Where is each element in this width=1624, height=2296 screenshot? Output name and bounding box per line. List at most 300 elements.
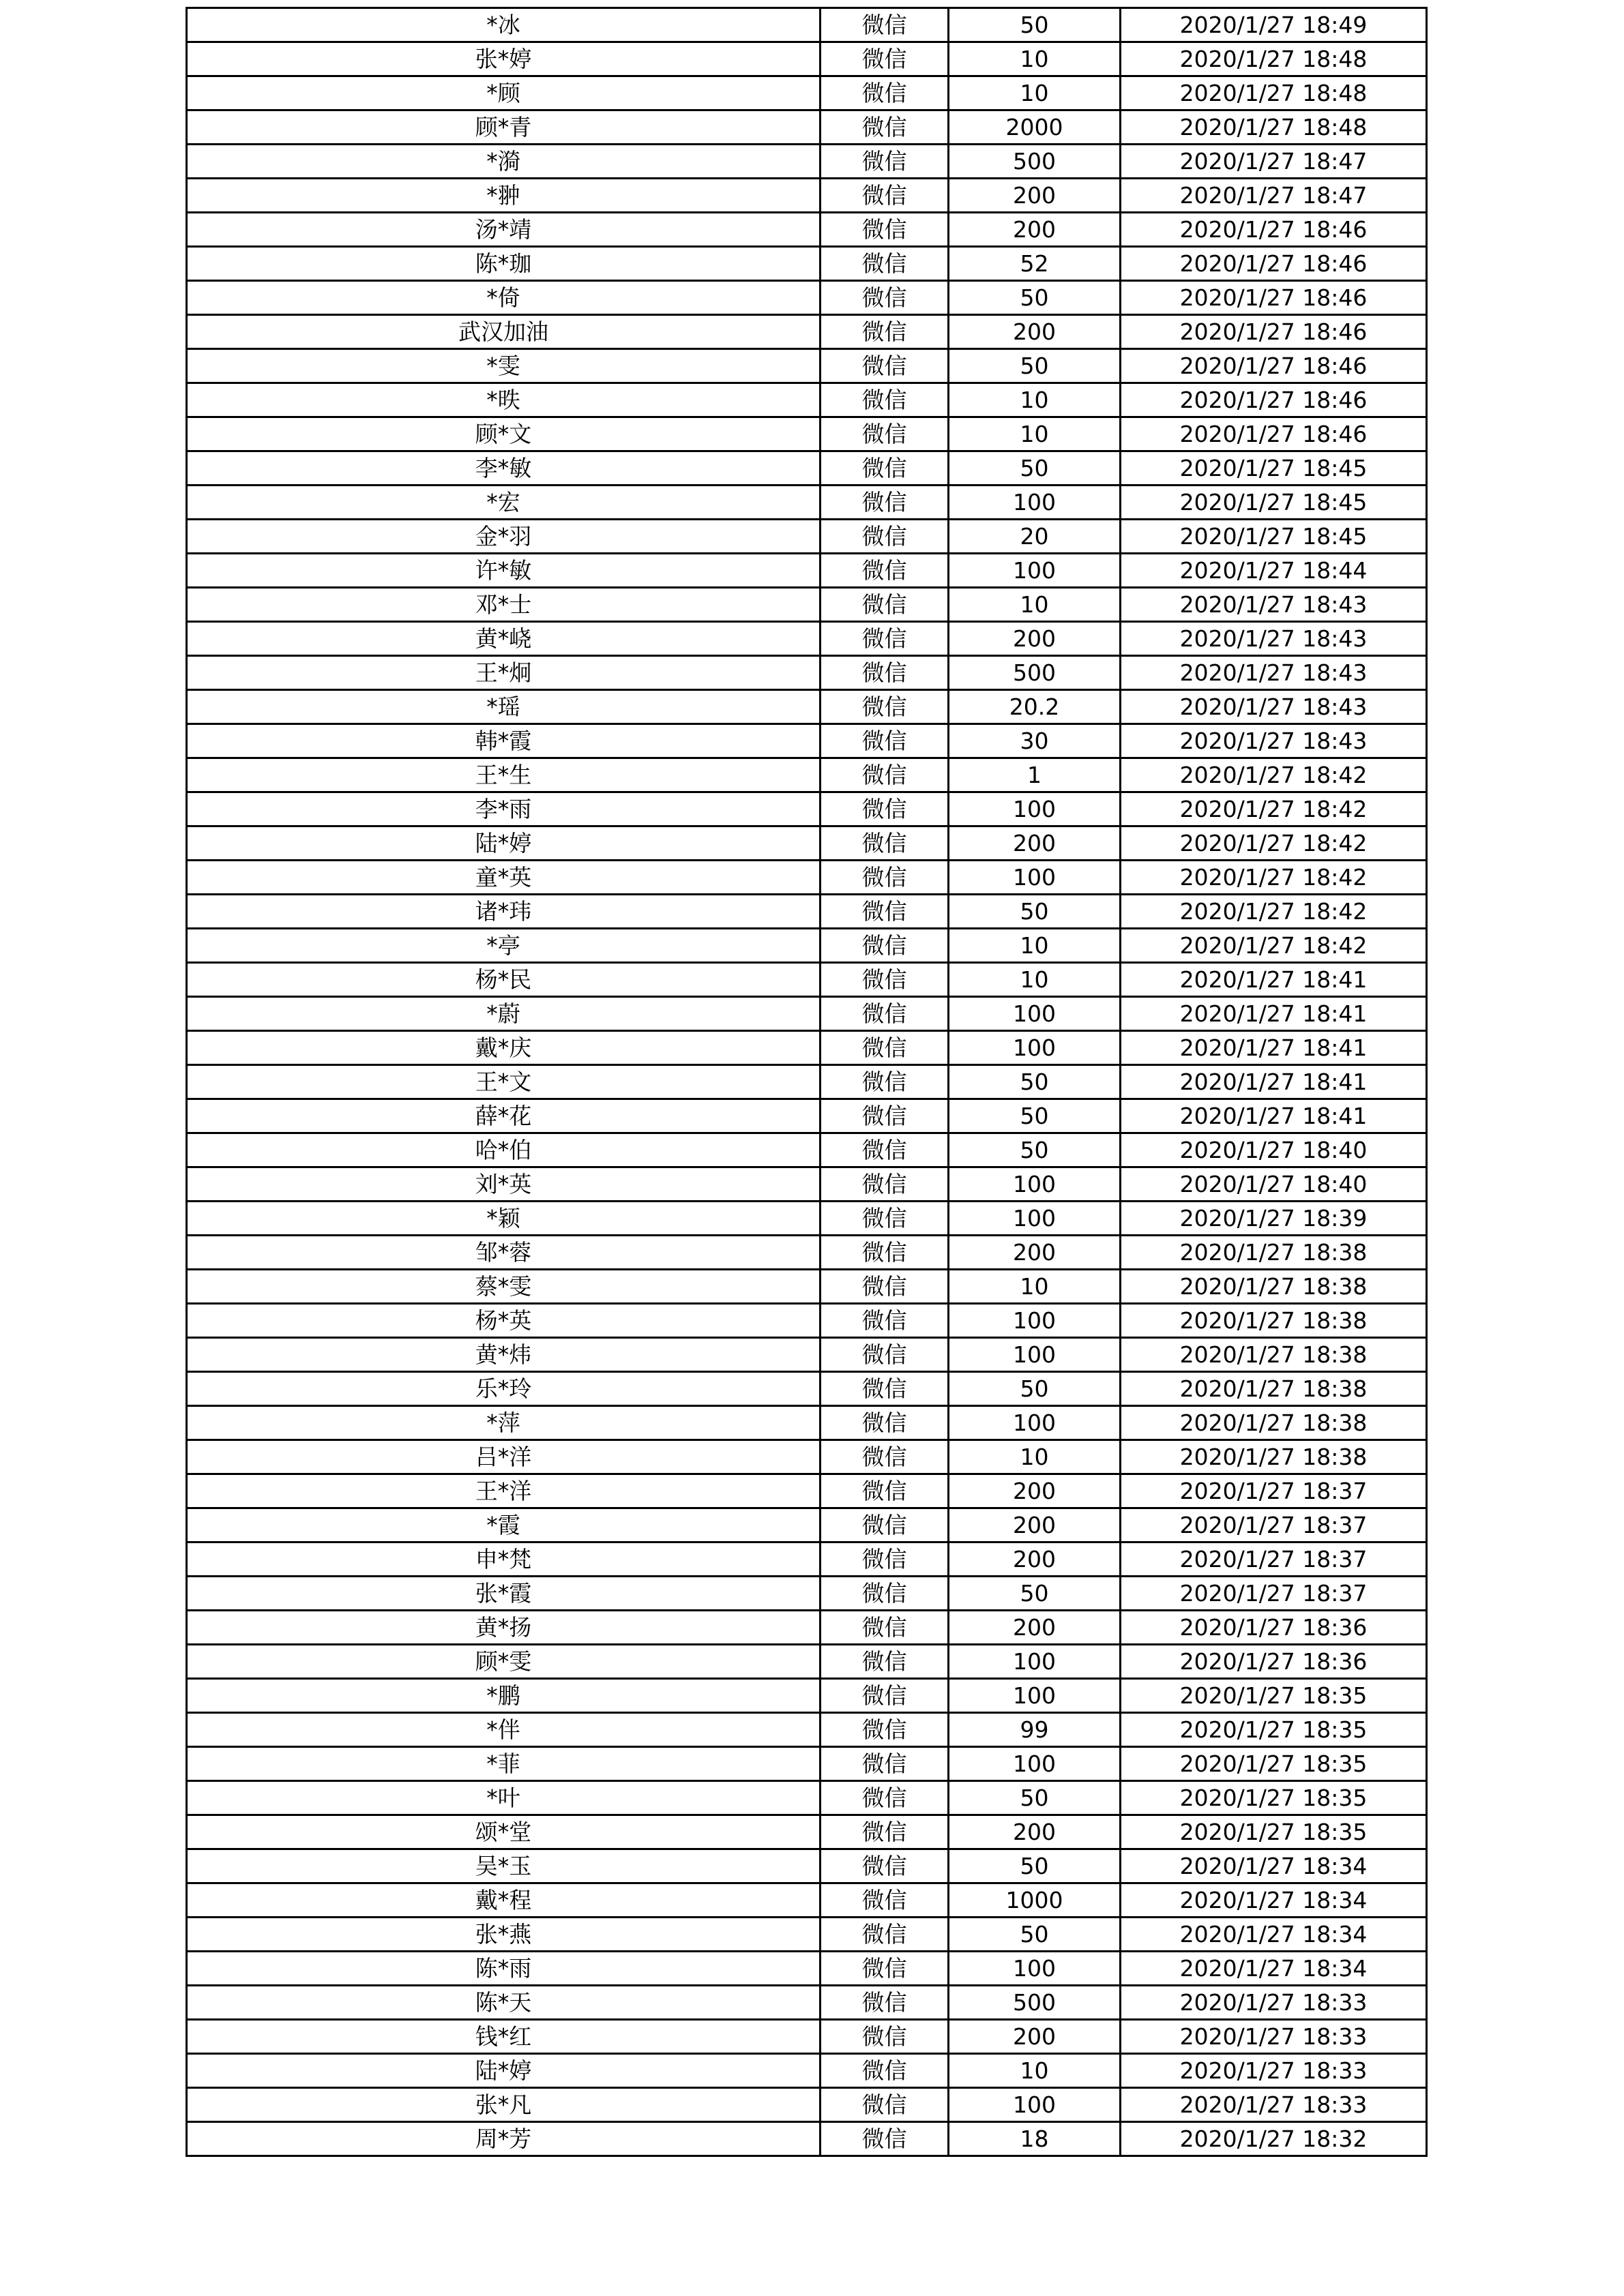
donor-name-cell: 邹*蓉 bbox=[187, 1236, 821, 1270]
payment-channel-cell: 微信 bbox=[821, 1849, 949, 1883]
table-row bbox=[187, 1304, 1427, 1338]
donation-amount-cell: 200 bbox=[949, 1611, 1121, 1645]
payment-channel-cell: 微信 bbox=[821, 861, 949, 895]
donation-time-cell: 2020/1/27 18:46 bbox=[1121, 281, 1427, 315]
donation-amount-cell: 50 bbox=[949, 1065, 1121, 1099]
table-row bbox=[187, 349, 1427, 383]
donation-amount-cell: 50 bbox=[949, 1372, 1121, 1406]
payment-channel-cell: 微信 bbox=[821, 1031, 949, 1065]
donation-time-cell: 2020/1/27 18:45 bbox=[1121, 451, 1427, 486]
donation-table bbox=[186, 7, 1428, 2157]
donation-time-cell: 2020/1/27 18:37 bbox=[1121, 1474, 1427, 1508]
payment-channel-cell: 微信 bbox=[821, 451, 949, 486]
donation-amount-cell: 10 bbox=[949, 1270, 1121, 1304]
payment-channel-cell: 微信 bbox=[821, 1815, 949, 1849]
payment-channel-cell: 微信 bbox=[821, 349, 949, 383]
payment-channel-cell: 微信 bbox=[821, 1304, 949, 1338]
table-row bbox=[187, 997, 1427, 1031]
donation-time-cell: 2020/1/27 18:34 bbox=[1121, 1918, 1427, 1952]
table-row bbox=[187, 1611, 1427, 1645]
table-row bbox=[187, 792, 1427, 826]
donation-amount-cell: 10 bbox=[949, 76, 1121, 110]
donation-time-cell: 2020/1/27 18:49 bbox=[1121, 8, 1427, 42]
donor-name-cell: 韩*霞 bbox=[187, 724, 821, 758]
donation-amount-cell: 100 bbox=[949, 1645, 1121, 1679]
donation-time-cell: 2020/1/27 18:48 bbox=[1121, 76, 1427, 110]
donation-time-cell: 2020/1/27 18:33 bbox=[1121, 1986, 1427, 2020]
donation-amount-cell: 100 bbox=[949, 1304, 1121, 1338]
donor-name-cell: 陈*珈 bbox=[187, 247, 821, 281]
table-row bbox=[187, 1338, 1427, 1372]
table-row bbox=[187, 1577, 1427, 1611]
payment-channel-cell: 微信 bbox=[821, 1167, 949, 1202]
donation-time-cell: 2020/1/27 18:41 bbox=[1121, 1065, 1427, 1099]
donor-name-cell: 吴*玉 bbox=[187, 1849, 821, 1883]
donor-name-cell: 武汉加油 bbox=[187, 315, 821, 349]
donation-amount-cell: 99 bbox=[949, 1713, 1121, 1747]
donation-time-cell: 2020/1/27 18:33 bbox=[1121, 2020, 1427, 2054]
table-row bbox=[187, 1270, 1427, 1304]
donor-name-cell: *叶 bbox=[187, 1781, 821, 1815]
donation-time-cell: 2020/1/27 18:34 bbox=[1121, 1849, 1427, 1883]
donation-amount-cell: 10 bbox=[949, 417, 1121, 451]
donation-time-cell: 2020/1/27 18:37 bbox=[1121, 1577, 1427, 1611]
donation-amount-cell: 100 bbox=[949, 1952, 1121, 1986]
donation-time-cell: 2020/1/27 18:35 bbox=[1121, 1713, 1427, 1747]
donation-amount-cell: 100 bbox=[949, 792, 1121, 826]
payment-channel-cell: 微信 bbox=[821, 1133, 949, 1167]
donation-amount-cell: 10 bbox=[949, 383, 1121, 417]
donor-name-cell: *瑶 bbox=[187, 690, 821, 724]
payment-channel-cell: 微信 bbox=[821, 1747, 949, 1781]
table-row bbox=[187, 895, 1427, 929]
donation-time-cell: 2020/1/27 18:42 bbox=[1121, 826, 1427, 861]
donor-name-cell: 王*洋 bbox=[187, 1474, 821, 1508]
payment-channel-cell: 微信 bbox=[821, 315, 949, 349]
donation-amount-cell: 500 bbox=[949, 1986, 1121, 2020]
table-row bbox=[187, 315, 1427, 349]
payment-channel-cell: 微信 bbox=[821, 1713, 949, 1747]
donor-name-cell: 杨*民 bbox=[187, 963, 821, 997]
donation-time-cell: 2020/1/27 18:46 bbox=[1121, 213, 1427, 247]
donation-time-cell: 2020/1/27 18:48 bbox=[1121, 110, 1427, 145]
table-row bbox=[187, 42, 1427, 76]
payment-channel-cell: 微信 bbox=[821, 826, 949, 861]
payment-channel-cell: 微信 bbox=[821, 1611, 949, 1645]
donation-time-cell: 2020/1/27 18:38 bbox=[1121, 1406, 1427, 1440]
payment-channel-cell: 微信 bbox=[821, 42, 949, 76]
donor-name-cell: 李*雨 bbox=[187, 792, 821, 826]
payment-channel-cell: 微信 bbox=[821, 8, 949, 42]
donor-name-cell: *菲 bbox=[187, 1747, 821, 1781]
payment-channel-cell: 微信 bbox=[821, 1474, 949, 1508]
donor-name-cell: *宏 bbox=[187, 486, 821, 520]
donation-amount-cell: 50 bbox=[949, 895, 1121, 929]
donor-name-cell: *伴 bbox=[187, 1713, 821, 1747]
donor-name-cell: 刘*英 bbox=[187, 1167, 821, 1202]
donation-time-cell: 2020/1/27 18:41 bbox=[1121, 963, 1427, 997]
payment-channel-cell: 微信 bbox=[821, 1781, 949, 1815]
payment-channel-cell: 微信 bbox=[821, 724, 949, 758]
donation-amount-cell: 100 bbox=[949, 2088, 1121, 2122]
donor-name-cell: *翀 bbox=[187, 179, 821, 213]
table-row bbox=[187, 1031, 1427, 1065]
table-row bbox=[187, 179, 1427, 213]
table-row bbox=[187, 145, 1427, 179]
donation-time-cell: 2020/1/27 18:45 bbox=[1121, 486, 1427, 520]
payment-channel-cell: 微信 bbox=[821, 963, 949, 997]
donor-name-cell: 黄*扬 bbox=[187, 1611, 821, 1645]
donor-name-cell: *蔚 bbox=[187, 997, 821, 1031]
payment-channel-cell: 微信 bbox=[821, 656, 949, 690]
payment-channel-cell: 微信 bbox=[821, 622, 949, 656]
payment-channel-cell: 微信 bbox=[821, 1577, 949, 1611]
payment-channel-cell: 微信 bbox=[821, 997, 949, 1031]
donation-time-cell: 2020/1/27 18:43 bbox=[1121, 588, 1427, 622]
donation-amount-cell: 200 bbox=[949, 2020, 1121, 2054]
donor-name-cell: *霞 bbox=[187, 1508, 821, 1542]
table-row bbox=[187, 588, 1427, 622]
donor-name-cell: 戴*程 bbox=[187, 1883, 821, 1918]
payment-channel-cell: 微信 bbox=[821, 520, 949, 554]
donation-time-cell: 2020/1/27 18:33 bbox=[1121, 2088, 1427, 2122]
donation-time-cell: 2020/1/27 18:45 bbox=[1121, 520, 1427, 554]
donation-time-cell: 2020/1/27 18:38 bbox=[1121, 1304, 1427, 1338]
payment-channel-cell: 微信 bbox=[821, 792, 949, 826]
donation-time-cell: 2020/1/27 18:42 bbox=[1121, 861, 1427, 895]
table-row bbox=[187, 963, 1427, 997]
table-row bbox=[187, 383, 1427, 417]
donation-time-cell: 2020/1/27 18:43 bbox=[1121, 622, 1427, 656]
donation-amount-cell: 50 bbox=[949, 1099, 1121, 1133]
payment-channel-cell: 微信 bbox=[821, 1986, 949, 2020]
table-row bbox=[187, 1065, 1427, 1099]
donor-name-cell: *漪 bbox=[187, 145, 821, 179]
donation-time-cell: 2020/1/27 18:34 bbox=[1121, 1952, 1427, 1986]
donation-time-cell: 2020/1/27 18:43 bbox=[1121, 724, 1427, 758]
donation-time-cell: 2020/1/27 18:40 bbox=[1121, 1133, 1427, 1167]
donation-amount-cell: 100 bbox=[949, 1167, 1121, 1202]
donor-name-cell: *萍 bbox=[187, 1406, 821, 1440]
table-row bbox=[187, 1542, 1427, 1577]
donation-amount-cell: 200 bbox=[949, 315, 1121, 349]
donor-name-cell: 邓*士 bbox=[187, 588, 821, 622]
donation-amount-cell: 100 bbox=[949, 1031, 1121, 1065]
table-row bbox=[187, 1747, 1427, 1781]
donation-time-cell: 2020/1/27 18:46 bbox=[1121, 417, 1427, 451]
donation-time-cell: 2020/1/27 18:38 bbox=[1121, 1270, 1427, 1304]
payment-channel-cell: 微信 bbox=[821, 1099, 949, 1133]
donation-time-cell: 2020/1/27 18:32 bbox=[1121, 2122, 1427, 2156]
donation-amount-cell: 18 bbox=[949, 2122, 1121, 2156]
donation-amount-cell: 500 bbox=[949, 656, 1121, 690]
table-row bbox=[187, 1645, 1427, 1679]
table-row bbox=[187, 1236, 1427, 1270]
donor-name-cell: 张*婷 bbox=[187, 42, 821, 76]
donation-amount-cell: 50 bbox=[949, 349, 1121, 383]
donation-time-cell: 2020/1/27 18:33 bbox=[1121, 2054, 1427, 2088]
table-row bbox=[187, 758, 1427, 792]
donor-name-cell: 申*梵 bbox=[187, 1542, 821, 1577]
donation-time-cell: 2020/1/27 18:46 bbox=[1121, 383, 1427, 417]
table-row bbox=[187, 1815, 1427, 1849]
donation-time-cell: 2020/1/27 18:39 bbox=[1121, 1202, 1427, 1236]
payment-channel-cell: 微信 bbox=[821, 1372, 949, 1406]
donor-name-cell: 顾*文 bbox=[187, 417, 821, 451]
donor-name-cell: 钱*红 bbox=[187, 2020, 821, 2054]
table-row bbox=[187, 1849, 1427, 1883]
donor-name-cell: *雯 bbox=[187, 349, 821, 383]
payment-channel-cell: 微信 bbox=[821, 895, 949, 929]
table-row bbox=[187, 417, 1427, 451]
table-row bbox=[187, 247, 1427, 281]
donor-name-cell: 陆*婷 bbox=[187, 826, 821, 861]
donation-time-cell: 2020/1/27 18:35 bbox=[1121, 1781, 1427, 1815]
donor-name-cell: 许*敏 bbox=[187, 554, 821, 588]
table-row bbox=[187, 622, 1427, 656]
donation-time-cell: 2020/1/27 18:40 bbox=[1121, 1167, 1427, 1202]
table-row bbox=[187, 1713, 1427, 1747]
donor-name-cell: 张*霞 bbox=[187, 1577, 821, 1611]
donor-name-cell: 王*文 bbox=[187, 1065, 821, 1099]
table-row bbox=[187, 2054, 1427, 2088]
donation-time-cell: 2020/1/27 18:35 bbox=[1121, 1747, 1427, 1781]
donor-name-cell: *颖 bbox=[187, 1202, 821, 1236]
donor-name-cell: 金*羽 bbox=[187, 520, 821, 554]
donation-table-body bbox=[187, 8, 1427, 2156]
donation-amount-cell: 100 bbox=[949, 1406, 1121, 1440]
table-row bbox=[187, 1202, 1427, 1236]
payment-channel-cell: 微信 bbox=[821, 1202, 949, 1236]
payment-channel-cell: 微信 bbox=[821, 213, 949, 247]
donation-time-cell: 2020/1/27 18:46 bbox=[1121, 247, 1427, 281]
donation-amount-cell: 1 bbox=[949, 758, 1121, 792]
donation-amount-cell: 100 bbox=[949, 1202, 1121, 1236]
donor-name-cell: 陈*雨 bbox=[187, 1952, 821, 1986]
donation-amount-cell: 1000 bbox=[949, 1883, 1121, 1918]
payment-channel-cell: 微信 bbox=[821, 76, 949, 110]
table-row bbox=[187, 656, 1427, 690]
donation-amount-cell: 100 bbox=[949, 1747, 1121, 1781]
table-row bbox=[187, 1781, 1427, 1815]
donor-name-cell: 诸*玮 bbox=[187, 895, 821, 929]
payment-channel-cell: 微信 bbox=[821, 281, 949, 315]
donor-name-cell: *倚 bbox=[187, 281, 821, 315]
donation-time-cell: 2020/1/27 18:42 bbox=[1121, 758, 1427, 792]
donor-name-cell: 陆*婷 bbox=[187, 2054, 821, 2088]
table-row bbox=[187, 1952, 1427, 1986]
donation-time-cell: 2020/1/27 18:41 bbox=[1121, 1031, 1427, 1065]
payment-channel-cell: 微信 bbox=[821, 2020, 949, 2054]
donation-amount-cell: 200 bbox=[949, 1236, 1121, 1270]
donor-name-cell: 戴*庆 bbox=[187, 1031, 821, 1065]
table-row bbox=[187, 1508, 1427, 1542]
donation-amount-cell: 50 bbox=[949, 1577, 1121, 1611]
donor-name-cell: 薛*花 bbox=[187, 1099, 821, 1133]
donation-amount-cell: 50 bbox=[949, 451, 1121, 486]
table-row bbox=[187, 1406, 1427, 1440]
table-row bbox=[187, 1167, 1427, 1202]
payment-channel-cell: 微信 bbox=[821, 2122, 949, 2156]
donation-amount-cell: 500 bbox=[949, 145, 1121, 179]
payment-channel-cell: 微信 bbox=[821, 1679, 949, 1713]
payment-channel-cell: 微信 bbox=[821, 1065, 949, 1099]
donor-name-cell: *顾 bbox=[187, 76, 821, 110]
table-row bbox=[187, 110, 1427, 145]
donation-time-cell: 2020/1/27 18:41 bbox=[1121, 997, 1427, 1031]
donation-amount-cell: 20.2 bbox=[949, 690, 1121, 724]
donation-amount-cell: 50 bbox=[949, 1781, 1121, 1815]
donation-time-cell: 2020/1/27 18:47 bbox=[1121, 179, 1427, 213]
donor-name-cell: 黄*炜 bbox=[187, 1338, 821, 1372]
table-row bbox=[187, 1372, 1427, 1406]
donation-amount-cell: 10 bbox=[949, 1440, 1121, 1474]
payment-channel-cell: 微信 bbox=[821, 1440, 949, 1474]
donation-time-cell: 2020/1/27 18:38 bbox=[1121, 1338, 1427, 1372]
donation-amount-cell: 2000 bbox=[949, 110, 1121, 145]
donation-time-cell: 2020/1/27 18:35 bbox=[1121, 1815, 1427, 1849]
donation-amount-cell: 50 bbox=[949, 281, 1121, 315]
table-row bbox=[187, 929, 1427, 963]
payment-channel-cell: 微信 bbox=[821, 2088, 949, 2122]
donation-amount-cell: 30 bbox=[949, 724, 1121, 758]
table-row bbox=[187, 281, 1427, 315]
payment-channel-cell: 微信 bbox=[821, 1952, 949, 1986]
donation-time-cell: 2020/1/27 18:38 bbox=[1121, 1236, 1427, 1270]
payment-channel-cell: 微信 bbox=[821, 758, 949, 792]
payment-channel-cell: 微信 bbox=[821, 929, 949, 963]
donation-time-cell: 2020/1/27 18:43 bbox=[1121, 656, 1427, 690]
donor-name-cell: 陈*天 bbox=[187, 1986, 821, 2020]
donation-amount-cell: 100 bbox=[949, 1679, 1121, 1713]
table-row bbox=[187, 1883, 1427, 1918]
donation-time-cell: 2020/1/27 18:38 bbox=[1121, 1440, 1427, 1474]
payment-channel-cell: 微信 bbox=[821, 588, 949, 622]
table-row bbox=[187, 2122, 1427, 2156]
payment-channel-cell: 微信 bbox=[821, 1918, 949, 1952]
table-row bbox=[187, 8, 1427, 42]
donation-amount-cell: 50 bbox=[949, 1133, 1121, 1167]
payment-channel-cell: 微信 bbox=[821, 179, 949, 213]
payment-channel-cell: 微信 bbox=[821, 110, 949, 145]
table-row bbox=[187, 690, 1427, 724]
donation-time-cell: 2020/1/27 18:46 bbox=[1121, 315, 1427, 349]
table-row bbox=[187, 2020, 1427, 2054]
donation-amount-cell: 52 bbox=[949, 247, 1121, 281]
donation-amount-cell: 100 bbox=[949, 1338, 1121, 1372]
donation-amount-cell: 10 bbox=[949, 963, 1121, 997]
donor-name-cell: 张*凡 bbox=[187, 2088, 821, 2122]
payment-channel-cell: 微信 bbox=[821, 1883, 949, 1918]
table-row bbox=[187, 2088, 1427, 2122]
donor-name-cell: 周*芳 bbox=[187, 2122, 821, 2156]
donation-time-cell: 2020/1/27 18:37 bbox=[1121, 1508, 1427, 1542]
donation-amount-cell: 200 bbox=[949, 179, 1121, 213]
donation-time-cell: 2020/1/27 18:42 bbox=[1121, 895, 1427, 929]
payment-channel-cell: 微信 bbox=[821, 1542, 949, 1577]
donation-amount-cell: 100 bbox=[949, 997, 1121, 1031]
donation-time-cell: 2020/1/27 18:44 bbox=[1121, 554, 1427, 588]
table-row bbox=[187, 826, 1427, 861]
donation-amount-cell: 20 bbox=[949, 520, 1121, 554]
payment-channel-cell: 微信 bbox=[821, 1645, 949, 1679]
donor-name-cell: 张*燕 bbox=[187, 1918, 821, 1952]
donor-name-cell: 王*炯 bbox=[187, 656, 821, 690]
table-row bbox=[187, 1099, 1427, 1133]
donation-amount-cell: 50 bbox=[949, 1918, 1121, 1952]
payment-channel-cell: 微信 bbox=[821, 486, 949, 520]
donation-amount-cell: 100 bbox=[949, 554, 1121, 588]
donation-amount-cell: 200 bbox=[949, 1815, 1121, 1849]
donation-amount-cell: 10 bbox=[949, 929, 1121, 963]
payment-channel-cell: 微信 bbox=[821, 1236, 949, 1270]
donation-time-cell: 2020/1/27 18:46 bbox=[1121, 349, 1427, 383]
donation-amount-cell: 10 bbox=[949, 588, 1121, 622]
table-row bbox=[187, 1918, 1427, 1952]
donor-name-cell: 颂*堂 bbox=[187, 1815, 821, 1849]
donation-time-cell: 2020/1/27 18:42 bbox=[1121, 792, 1427, 826]
table-row bbox=[187, 1133, 1427, 1167]
donation-time-cell: 2020/1/27 18:35 bbox=[1121, 1679, 1427, 1713]
donation-time-cell: 2020/1/27 18:47 bbox=[1121, 145, 1427, 179]
table-row bbox=[187, 1440, 1427, 1474]
donation-amount-cell: 100 bbox=[949, 861, 1121, 895]
donor-name-cell: *亭 bbox=[187, 929, 821, 963]
table-row bbox=[187, 724, 1427, 758]
donation-time-cell: 2020/1/27 18:38 bbox=[1121, 1372, 1427, 1406]
table-row bbox=[187, 451, 1427, 486]
donation-time-cell: 2020/1/27 18:42 bbox=[1121, 929, 1427, 963]
donation-amount-cell: 10 bbox=[949, 2054, 1121, 2088]
donor-name-cell: 王*生 bbox=[187, 758, 821, 792]
donor-name-cell: 顾*青 bbox=[187, 110, 821, 145]
payment-channel-cell: 微信 bbox=[821, 2054, 949, 2088]
donation-amount-cell: 50 bbox=[949, 1849, 1121, 1883]
table-row bbox=[187, 861, 1427, 895]
donation-time-cell: 2020/1/27 18:43 bbox=[1121, 690, 1427, 724]
table-row bbox=[187, 486, 1427, 520]
payment-channel-cell: 微信 bbox=[821, 690, 949, 724]
donor-name-cell: 黄*峣 bbox=[187, 622, 821, 656]
donor-name-cell: 蔡*雯 bbox=[187, 1270, 821, 1304]
donor-name-cell: *鹏 bbox=[187, 1679, 821, 1713]
donation-amount-cell: 50 bbox=[949, 8, 1121, 42]
table-row bbox=[187, 1679, 1427, 1713]
donor-name-cell: 顾*雯 bbox=[187, 1645, 821, 1679]
table-row bbox=[187, 76, 1427, 110]
donation-amount-cell: 200 bbox=[949, 826, 1121, 861]
donor-name-cell: 汤*靖 bbox=[187, 213, 821, 247]
donor-name-cell: 乐*玲 bbox=[187, 1372, 821, 1406]
donation-amount-cell: 200 bbox=[949, 213, 1121, 247]
payment-channel-cell: 微信 bbox=[821, 1338, 949, 1372]
donation-time-cell: 2020/1/27 18:36 bbox=[1121, 1645, 1427, 1679]
table-row bbox=[187, 554, 1427, 588]
donor-name-cell: 童*英 bbox=[187, 861, 821, 895]
donor-name-cell: 李*敏 bbox=[187, 451, 821, 486]
donor-name-cell: *冰 bbox=[187, 8, 821, 42]
payment-channel-cell: 微信 bbox=[821, 247, 949, 281]
table-row bbox=[187, 1474, 1427, 1508]
donation-amount-cell: 100 bbox=[949, 486, 1121, 520]
donation-time-cell: 2020/1/27 18:36 bbox=[1121, 1611, 1427, 1645]
donation-amount-cell: 200 bbox=[949, 1474, 1121, 1508]
donation-amount-cell: 200 bbox=[949, 1508, 1121, 1542]
donor-name-cell: 杨*英 bbox=[187, 1304, 821, 1338]
table-row bbox=[187, 520, 1427, 554]
table-row bbox=[187, 1986, 1427, 2020]
donation-time-cell: 2020/1/27 18:41 bbox=[1121, 1099, 1427, 1133]
